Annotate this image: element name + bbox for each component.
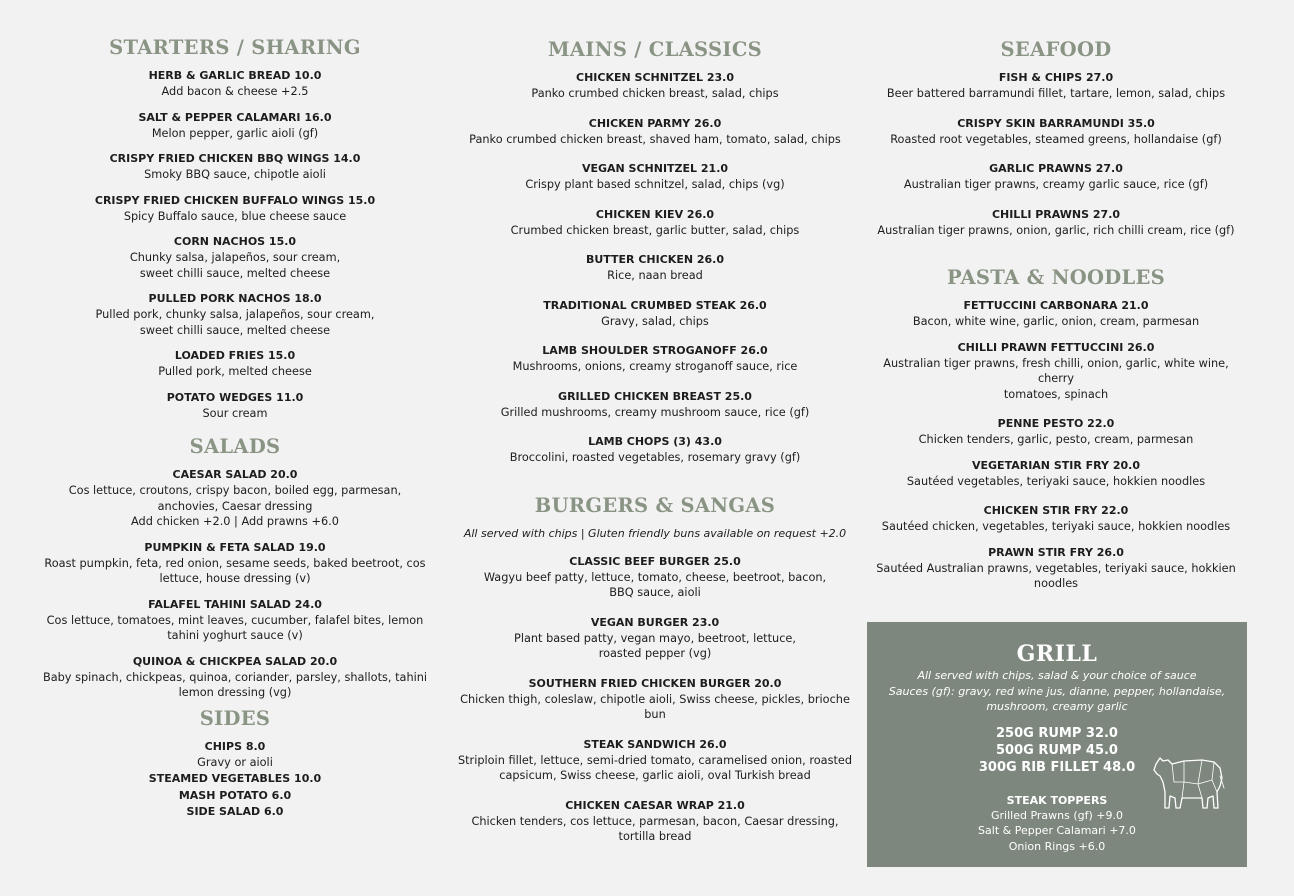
item-desc: Melon pepper, garlic aioli (gf) — [151, 126, 319, 140]
item-name: CHIPS 8.0 — [204, 739, 266, 753]
column-middle — [440, 36, 870, 855]
item-name: SIDE SALAD 6.0 — [186, 805, 284, 819]
item-name: VEGETARIAN STIR FRY 20.0 — [972, 458, 1140, 472]
menu-item — [30, 151, 440, 183]
section-title: MAINS / CLASSICS — [547, 38, 763, 61]
section-title: STARTERS / SHARING — [109, 36, 361, 59]
menu-item — [30, 739, 440, 771]
item-desc: Sautéed Australian prawns, vegetables, teriyaki sauce, hokkien noodles — [876, 561, 1236, 590]
menu-item — [440, 298, 870, 330]
item-desc: Mushrooms, onions, creamy stroganoff sauce, rice — [512, 360, 798, 373]
item-name: VEGAN SCHNITZEL 21.0 — [581, 162, 729, 175]
item-name: CHICKEN SCHNITZEL 23.0 — [576, 71, 734, 84]
item-desc: Striploin fillet, lettuce, semi-dried tomato, caramelised onion, roasted capsicum, Swiss cheese, garlic aioli, oval Turkish bread — [457, 753, 853, 782]
item-desc: Panko crumbed chicken breast, salad, chips — [531, 87, 779, 100]
section-sides — [30, 705, 440, 822]
menu-item — [30, 348, 440, 380]
item-name: GRILLED CHICKEN BREAST 25.0 — [558, 389, 752, 403]
item-desc: Plant based patty, vegan mayo, beetroot, lettuce, roasted pepper (vg) — [514, 631, 796, 660]
item-desc: Australian tiger prawns, creamy garlic sauce, rice (gf) — [903, 178, 1209, 191]
item-name: VEGAN BURGER 23.0 — [590, 615, 720, 629]
item-name: TRADITIONAL CRUMBED STEAK 26.0 — [543, 298, 767, 312]
menu-item — [440, 70, 870, 102]
menu-item — [440, 676, 870, 723]
item-name: PRAWN STIR FRY 26.0 — [988, 545, 1124, 559]
section-salads — [30, 433, 440, 701]
item-desc: Cos lettuce, tomatoes, mint leaves, cucumber, falafel bites, lemon tahini yoghurt sauce (v) — [46, 613, 424, 642]
item-name: BUTTER CHICKEN 26.0 — [585, 253, 725, 266]
item-name: CHILLI PRAWN FETTUCCINI 26.0 — [957, 340, 1155, 354]
menu-item — [866, 458, 1246, 490]
toppers-title: STEAK TOPPERS — [1006, 793, 1108, 807]
item-name: HERB & GARLIC BREAD 10.0 — [148, 69, 322, 82]
item-desc: Sour cream — [202, 406, 268, 420]
menu-item — [440, 207, 870, 239]
item-desc: Beer battered barramundi fillet, tartare, lemon, salad, chips — [886, 87, 1226, 100]
item-desc: Pulled pork, chunky salsa, jalapeños, sour cream, sweet chilli sauce, melted cheese — [95, 308, 375, 337]
menu-item — [30, 804, 440, 821]
menu-item — [30, 788, 440, 805]
item-name: STEAK SANDWICH 26.0 — [583, 737, 727, 751]
menu-item — [30, 110, 440, 142]
menu-item — [30, 234, 440, 281]
item-desc: Smoky BBQ sauce, chipotle aioli — [144, 168, 326, 181]
item-name: PENNE PESTO 22.0 — [997, 417, 1115, 430]
item-name: PULLED PORK NACHOS 18.0 — [148, 292, 322, 305]
menu-item — [440, 116, 870, 148]
item-desc: Australian tiger prawns, onion, garlic, rich chilli cream, rice (gf) — [877, 223, 1235, 237]
section-title: SEAFOOD — [1000, 38, 1112, 61]
item-desc: Chicken thigh, coleslaw, chipotle aioli, Swiss cheese, pickles, brioche bun — [460, 692, 850, 721]
item-desc: Chicken tenders, garlic, pesto, cream, parmesan — [918, 433, 1194, 446]
item-name: FALAFEL TAHINI SALAD 24.0 — [148, 597, 322, 611]
steak-item: 250G RUMP 32.0 — [996, 725, 1118, 741]
menu-item — [866, 416, 1246, 448]
menu-item — [440, 554, 870, 601]
item-desc: Sautéed vegetables, teriyaki sauce, hokkien noodles — [906, 474, 1206, 488]
item-name: CAESAR SALAD 20.0 — [172, 468, 298, 481]
menu-item — [866, 298, 1246, 330]
item-desc: Baby spinach, chickpeas, quinoa, coriander, parsley, shallots, tahini lemon dressing (vg) — [42, 670, 428, 699]
item-name: LAMB SHOULDER STROGANOFF 26.0 — [542, 344, 768, 357]
grill-title: GRILL — [1016, 641, 1098, 667]
item-desc: Roast pumpkin, feta, red onion, sesame seeds, baked beetroot, cos lettuce, house dressing (v) — [44, 556, 426, 585]
item-name: GARLIC PRAWNS 27.0 — [989, 162, 1123, 175]
section-title: SIDES — [199, 706, 271, 730]
section-mains — [440, 36, 870, 466]
menu-item — [30, 467, 440, 530]
item-desc: Gravy or aioli — [197, 756, 273, 770]
item-name: QUINOA & CHICKPEA SALAD 20.0 — [132, 654, 338, 668]
section-starters — [30, 34, 440, 421]
menu-item — [30, 771, 440, 788]
item-desc: Australian tiger prawns, fresh chilli, onion, garlic, white wine, cherry tomatoes, spinach — [883, 356, 1229, 401]
section-seafood — [866, 36, 1246, 238]
menu-item — [30, 597, 440, 644]
menu-item — [30, 654, 440, 701]
item-name: CRISPY FRIED CHICKEN BUFFALO WINGS 15.0 — [94, 193, 376, 207]
column-right — [866, 36, 1246, 602]
item-name: CHICKEN KIEV 26.0 — [595, 207, 715, 221]
item-name: FISH & CHIPS 27.0 — [998, 71, 1114, 84]
item-name: MASH POTATO 6.0 — [178, 788, 292, 802]
topper-item: Grilled Prawns (gf) +9.0 — [990, 808, 1123, 822]
item-name: FETTUCCINI CARBONARA 21.0 — [963, 299, 1149, 312]
menu-item — [440, 252, 870, 284]
item-desc: Chunky salsa, jalapeños, sour cream, sweet chilli sauce, melted cheese — [129, 251, 341, 280]
item-name: CHICKEN STIR FRY 22.0 — [983, 504, 1129, 517]
item-desc: Wagyu beef patty, lettuce, tomato, cheese, beetroot, bacon, BBQ sauce, aioli — [483, 570, 827, 599]
item-desc: Add bacon & cheese +2.5 — [161, 85, 309, 98]
menu-item — [866, 161, 1246, 193]
item-desc: Sautéed chicken, vegetables, teriyaki sauce, hokkien noodles — [881, 520, 1231, 533]
menu-item — [866, 70, 1246, 102]
item-name: LAMB CHOPS (3) 43.0 — [588, 435, 722, 448]
menu-item — [30, 68, 440, 100]
item-name: LOADED FRIES 15.0 — [174, 349, 296, 362]
topper-item: Salt & Pepper Calamari +7.0 — [978, 824, 1136, 837]
menu-item — [866, 207, 1246, 239]
item-desc: Spicy Buffalo sauce, blue cheese sauce — [123, 209, 347, 223]
column-left — [30, 34, 440, 821]
item-desc: Grilled mushrooms, creamy mushroom sauce, rice (gf) — [500, 405, 810, 419]
item-name: POTATO WEDGES 11.0 — [166, 390, 304, 404]
menu-item — [866, 545, 1246, 592]
menu-item — [440, 389, 870, 421]
item-name: SALT & PEPPER CALAMARI 16.0 — [138, 110, 332, 124]
cow-icon — [1150, 752, 1228, 812]
item-name: CRISPY FRIED CHICKEN BBQ WINGS 14.0 — [109, 152, 361, 165]
menu-item — [30, 540, 440, 587]
menu-item — [30, 390, 440, 422]
grill-subtitle: All served with chips, salad & your choice of sauce Sauces (gf): gravy, red wine jus, dianne, pepper, hollandaise, mushroom, creamy garlic — [888, 669, 1226, 713]
menu-item — [440, 343, 870, 375]
item-name: CRISPY SKIN BARRAMUNDI 35.0 — [957, 116, 1155, 130]
grill-panel — [867, 622, 1247, 867]
item-name: STEAMED VEGETABLES 10.0 — [148, 771, 322, 785]
item-desc: Panko crumbed chicken breast, shaved ham, tomato, salad, chips — [469, 132, 841, 146]
item-desc: Rice, naan bread — [607, 269, 703, 282]
item-name: CHICKEN CAESAR WRAP 21.0 — [565, 798, 745, 812]
menu-item — [866, 116, 1246, 148]
item-desc: Roasted root vegetables, steamed greens, hollandaise (gf) — [890, 132, 1222, 146]
menu-item — [30, 193, 440, 225]
menu-item — [440, 434, 870, 466]
steak-item: 500G RUMP 45.0 — [996, 742, 1118, 758]
menu-item — [440, 161, 870, 193]
steak-item: 300G RIB FILLET 48.0 — [978, 759, 1136, 775]
item-desc: Pulled pork, melted cheese — [158, 365, 312, 378]
item-name: CLASSIC BEEF BURGER 25.0 — [569, 554, 741, 568]
menu-item — [866, 503, 1246, 535]
section-pasta — [866, 264, 1246, 592]
menu-item — [440, 615, 870, 662]
menu-item — [440, 737, 870, 784]
item-name: CHICKEN PARMY 26.0 — [588, 116, 722, 130]
item-desc: Cos lettuce, croutons, crispy bacon, boiled egg, parmesan, anchovies, Caesar dressing Add chicken +2.0 | Add prawns +6.0 — [68, 484, 402, 528]
item-desc: Bacon, white wine, garlic, onion, cream, parmesan — [912, 315, 1200, 328]
topper-item: Onion Rings +6.0 — [1008, 839, 1106, 853]
item-desc: Crispy plant based schnitzel, salad, chips (vg) — [525, 178, 785, 191]
menu-item — [30, 291, 440, 338]
section-burgers — [440, 492, 870, 845]
section-title: BURGERS & SANGAS — [534, 493, 776, 517]
item-name: SOUTHERN FRIED CHICKEN BURGER 20.0 — [528, 676, 782, 690]
item-name: PUMPKIN & FETA SALAD 19.0 — [144, 540, 326, 554]
section-title: SALADS — [189, 435, 281, 458]
item-desc: Gravy, salad, chips — [601, 314, 709, 328]
section-note: All served with chips | Gluten friendly buns available on request +2.0 — [463, 526, 847, 540]
item-desc: Broccolini, roasted vegetables, rosemary gravy (gf) — [509, 451, 801, 464]
item-name: CHILLI PRAWNS 27.0 — [991, 207, 1121, 221]
section-title: PASTA & NOODLES — [946, 266, 1166, 289]
item-name: CORN NACHOS 15.0 — [173, 235, 297, 248]
menu-item — [440, 798, 870, 845]
item-desc: Crumbed chicken breast, garlic butter, salad, chips — [510, 223, 800, 237]
menu-item — [866, 340, 1246, 403]
item-desc: Chicken tenders, cos lettuce, parmesan, bacon, Caesar dressing, tortilla bread — [471, 814, 839, 843]
